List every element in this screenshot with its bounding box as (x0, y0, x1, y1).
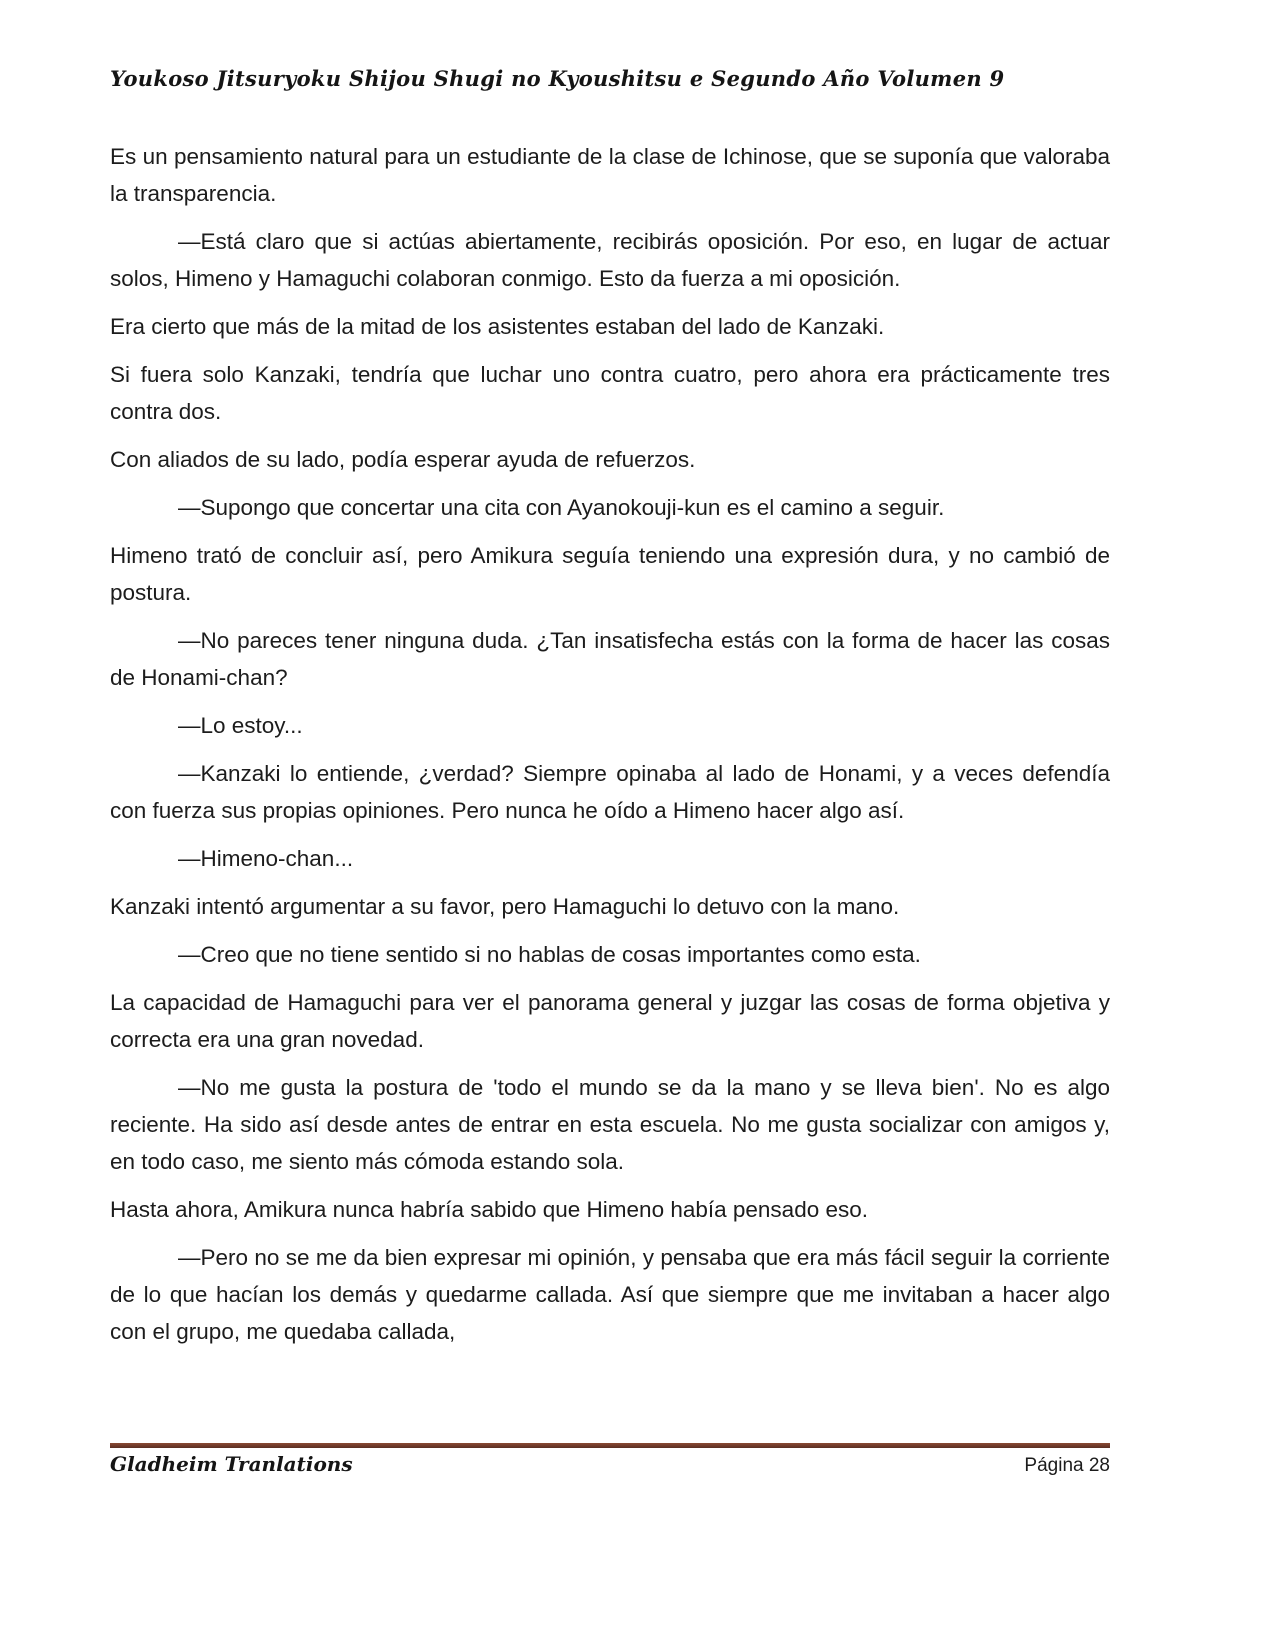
paragraph: Kanzaki intentó argumentar a su favor, pero Hamaguchi lo detuvo con la mano. (110, 894, 900, 919)
page-number: Página 28 (1024, 1455, 1110, 1476)
paragraph-dialogue: —Lo estoy... (178, 713, 303, 738)
body-text (110, 138, 1110, 1361)
paragraph: Con aliados de su lado, podía esperar ayuda de refuerzos. (110, 447, 696, 472)
paragraph-dialogue: —Pero no se me da bien expresar mi opinión, y pensaba que era más fácil seguir la corriente de lo que hacían los demás y quedarme callada. Así que siempre que me invitaban a hacer algo con el grupo, me quedaba callada, (110, 1245, 1110, 1344)
paragraph-dialogue: —Está claro que si actúas abiertamente, recibirás oposición. Por eso, en lugar de actuar solos, Himeno y Hamaguchi colaboran conmigo. Esto da fuerza a mi oposición. (110, 229, 1110, 291)
paragraph-dialogue: —No me gusta la postura de 'todo el mundo se da la mano y se lleva bien'. No es algo reciente. Ha sido así desde antes de entrar en esta escuela. No me gusta socializar con amigos y, en todo caso, me siento más cómoda estando sola. (110, 1075, 1110, 1174)
paragraph-dialogue: —No pareces tener ninguna duda. ¿Tan insatisfecha estás con la forma de hacer las cosas de Honami-chan? (110, 628, 1110, 690)
paragraph: La capacidad de Hamaguchi para ver el panorama general y juzgar las cosas de forma objetiva y correcta era una gran novedad. (110, 990, 1110, 1052)
paragraph: Era cierto que más de la mitad de los asistentes estaban del lado de Kanzaki. (110, 314, 885, 339)
page-header-title: Youkoso Jitsuryoku Shijou Shugi no Kyoushitsu e Segundo Año Volumen 9 (110, 66, 1005, 91)
page-footer (110, 1452, 1110, 1477)
footer-credit: Gladheim Tranlations (110, 1452, 353, 1476)
paragraph: Si fuera solo Kanzaki, tendría que luchar uno contra cuatro, pero ahora era prácticamente tres contra dos. (110, 362, 1110, 424)
paragraph-dialogue: —Supongo que concertar una cita con Ayanokouji-kun es el camino a seguir. (178, 495, 945, 520)
paragraph-dialogue: —Himeno-chan... (178, 846, 354, 871)
footer-divider-rule (110, 1443, 1110, 1448)
paragraph: Hasta ahora, Amikura nunca habría sabido que Himeno había pensado eso. (110, 1197, 869, 1222)
paragraph-dialogue: —Kanzaki lo entiende, ¿verdad? Siempre opinaba al lado de Honami, y a veces defendía con fuerza sus propias opiniones. Pero nunca he oído a Himeno hacer algo así. (110, 761, 1110, 823)
paragraph: Himeno trató de concluir así, pero Amikura seguía teniendo una expresión dura, y no cambió de postura. (110, 543, 1110, 605)
paragraph: Es un pensamiento natural para un estudiante de la clase de Ichinose, que se suponía que valoraba la transparencia. (110, 144, 1110, 206)
paragraph-dialogue: —Creo que no tiene sentido si no hablas de cosas importantes como esta. (178, 942, 921, 967)
